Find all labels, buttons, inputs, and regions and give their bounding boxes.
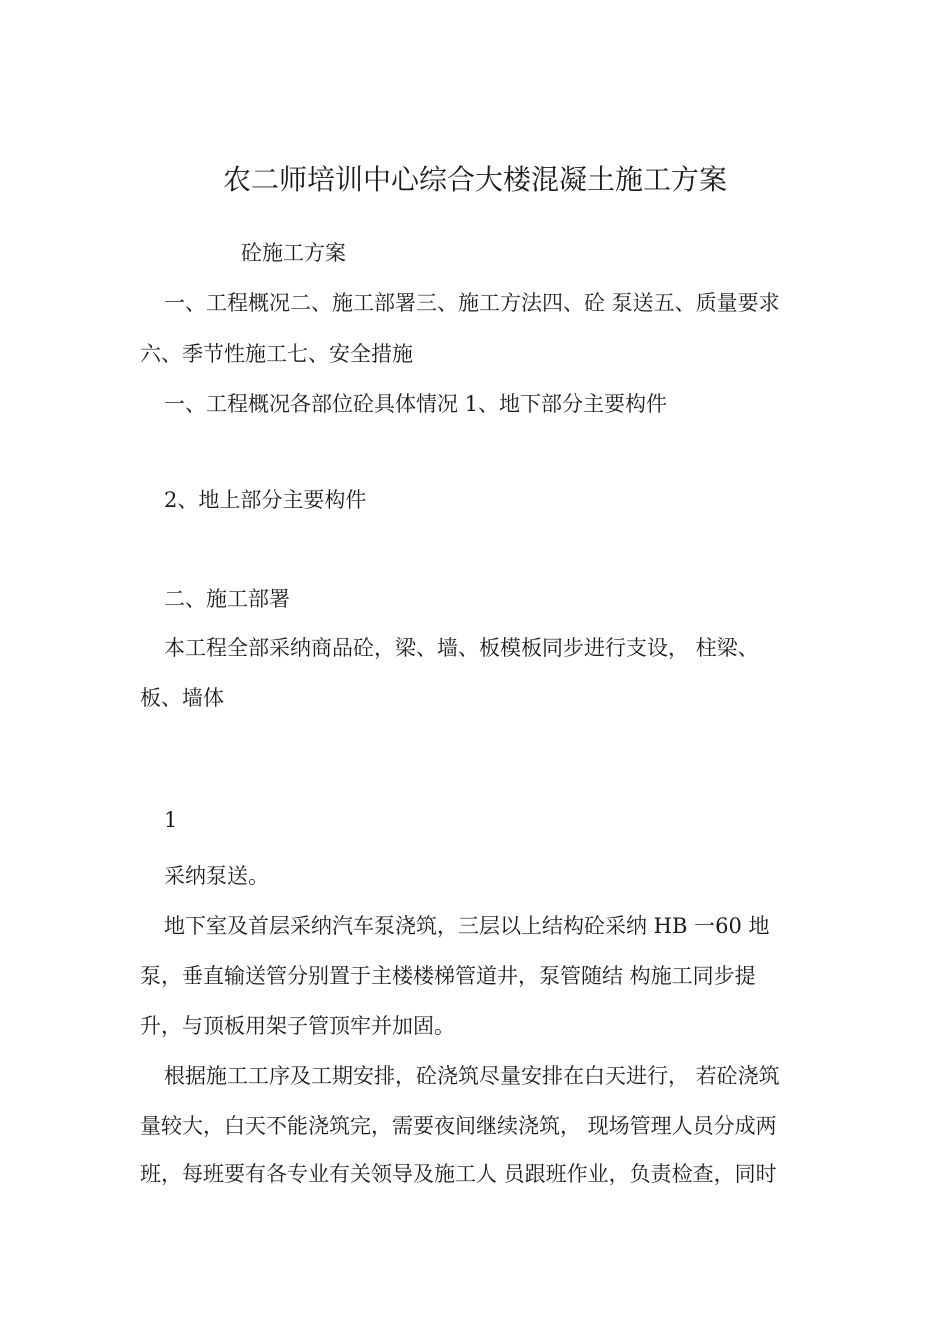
section1-sub2: 2、地上部分主要构件 xyxy=(164,488,367,512)
paragraph-3-line-3: 升，与顶板用架子管顶牢并加固。 xyxy=(140,1014,455,1038)
paragraph-3-line-1: 地下室及首层采纳汽车泵浇筑，三层以上结构砼采纳 HB 一60 地 xyxy=(164,914,770,938)
section1-heading: 一、工程概况各部位砼具体情况 1、地下部分主要构件 xyxy=(164,392,668,416)
toc-line-1: 一、工程概况二、施工部署三、施工方法四、砼 泵送五、质量要求 xyxy=(164,291,780,315)
item-number: 1 xyxy=(164,808,178,832)
toc-line-2: 六、季节性施工七、安全措施 xyxy=(140,342,413,366)
document-title: 农二师培训中心综合大楼混凝土施工方案 xyxy=(222,163,727,196)
paragraph-1-line-2: 板、墙体 xyxy=(140,686,224,710)
paragraph-4-line-2: 量较大，白天不能浇筑完，需要夜间继续浇筑， 现场管理人员分成两 xyxy=(140,1114,777,1138)
paragraph-1-line-1: 本工程全部采纳商品砼，梁、墙、板模板同步进行支设， 柱梁、 xyxy=(164,636,759,660)
paragraph-4-line-3: 班，每班要有各专业有关领导及施工人 员跟班作业，负责检查，同时 xyxy=(140,1162,777,1186)
paragraph-3-line-2: 泵，垂直输送管分别置于主楼楼梯管道井，泵管随结 构施工同步提 xyxy=(140,964,756,988)
paragraph-4-line-1: 根据施工工序及工期安排，砼浇筑尽量安排在白天进行， 若砼浇筑 xyxy=(164,1064,780,1088)
paragraph-2: 采纳泵送。 xyxy=(164,864,269,888)
section2-heading: 二、施工部署 xyxy=(164,587,290,611)
subtitle: 砼施工方案 xyxy=(241,241,346,265)
